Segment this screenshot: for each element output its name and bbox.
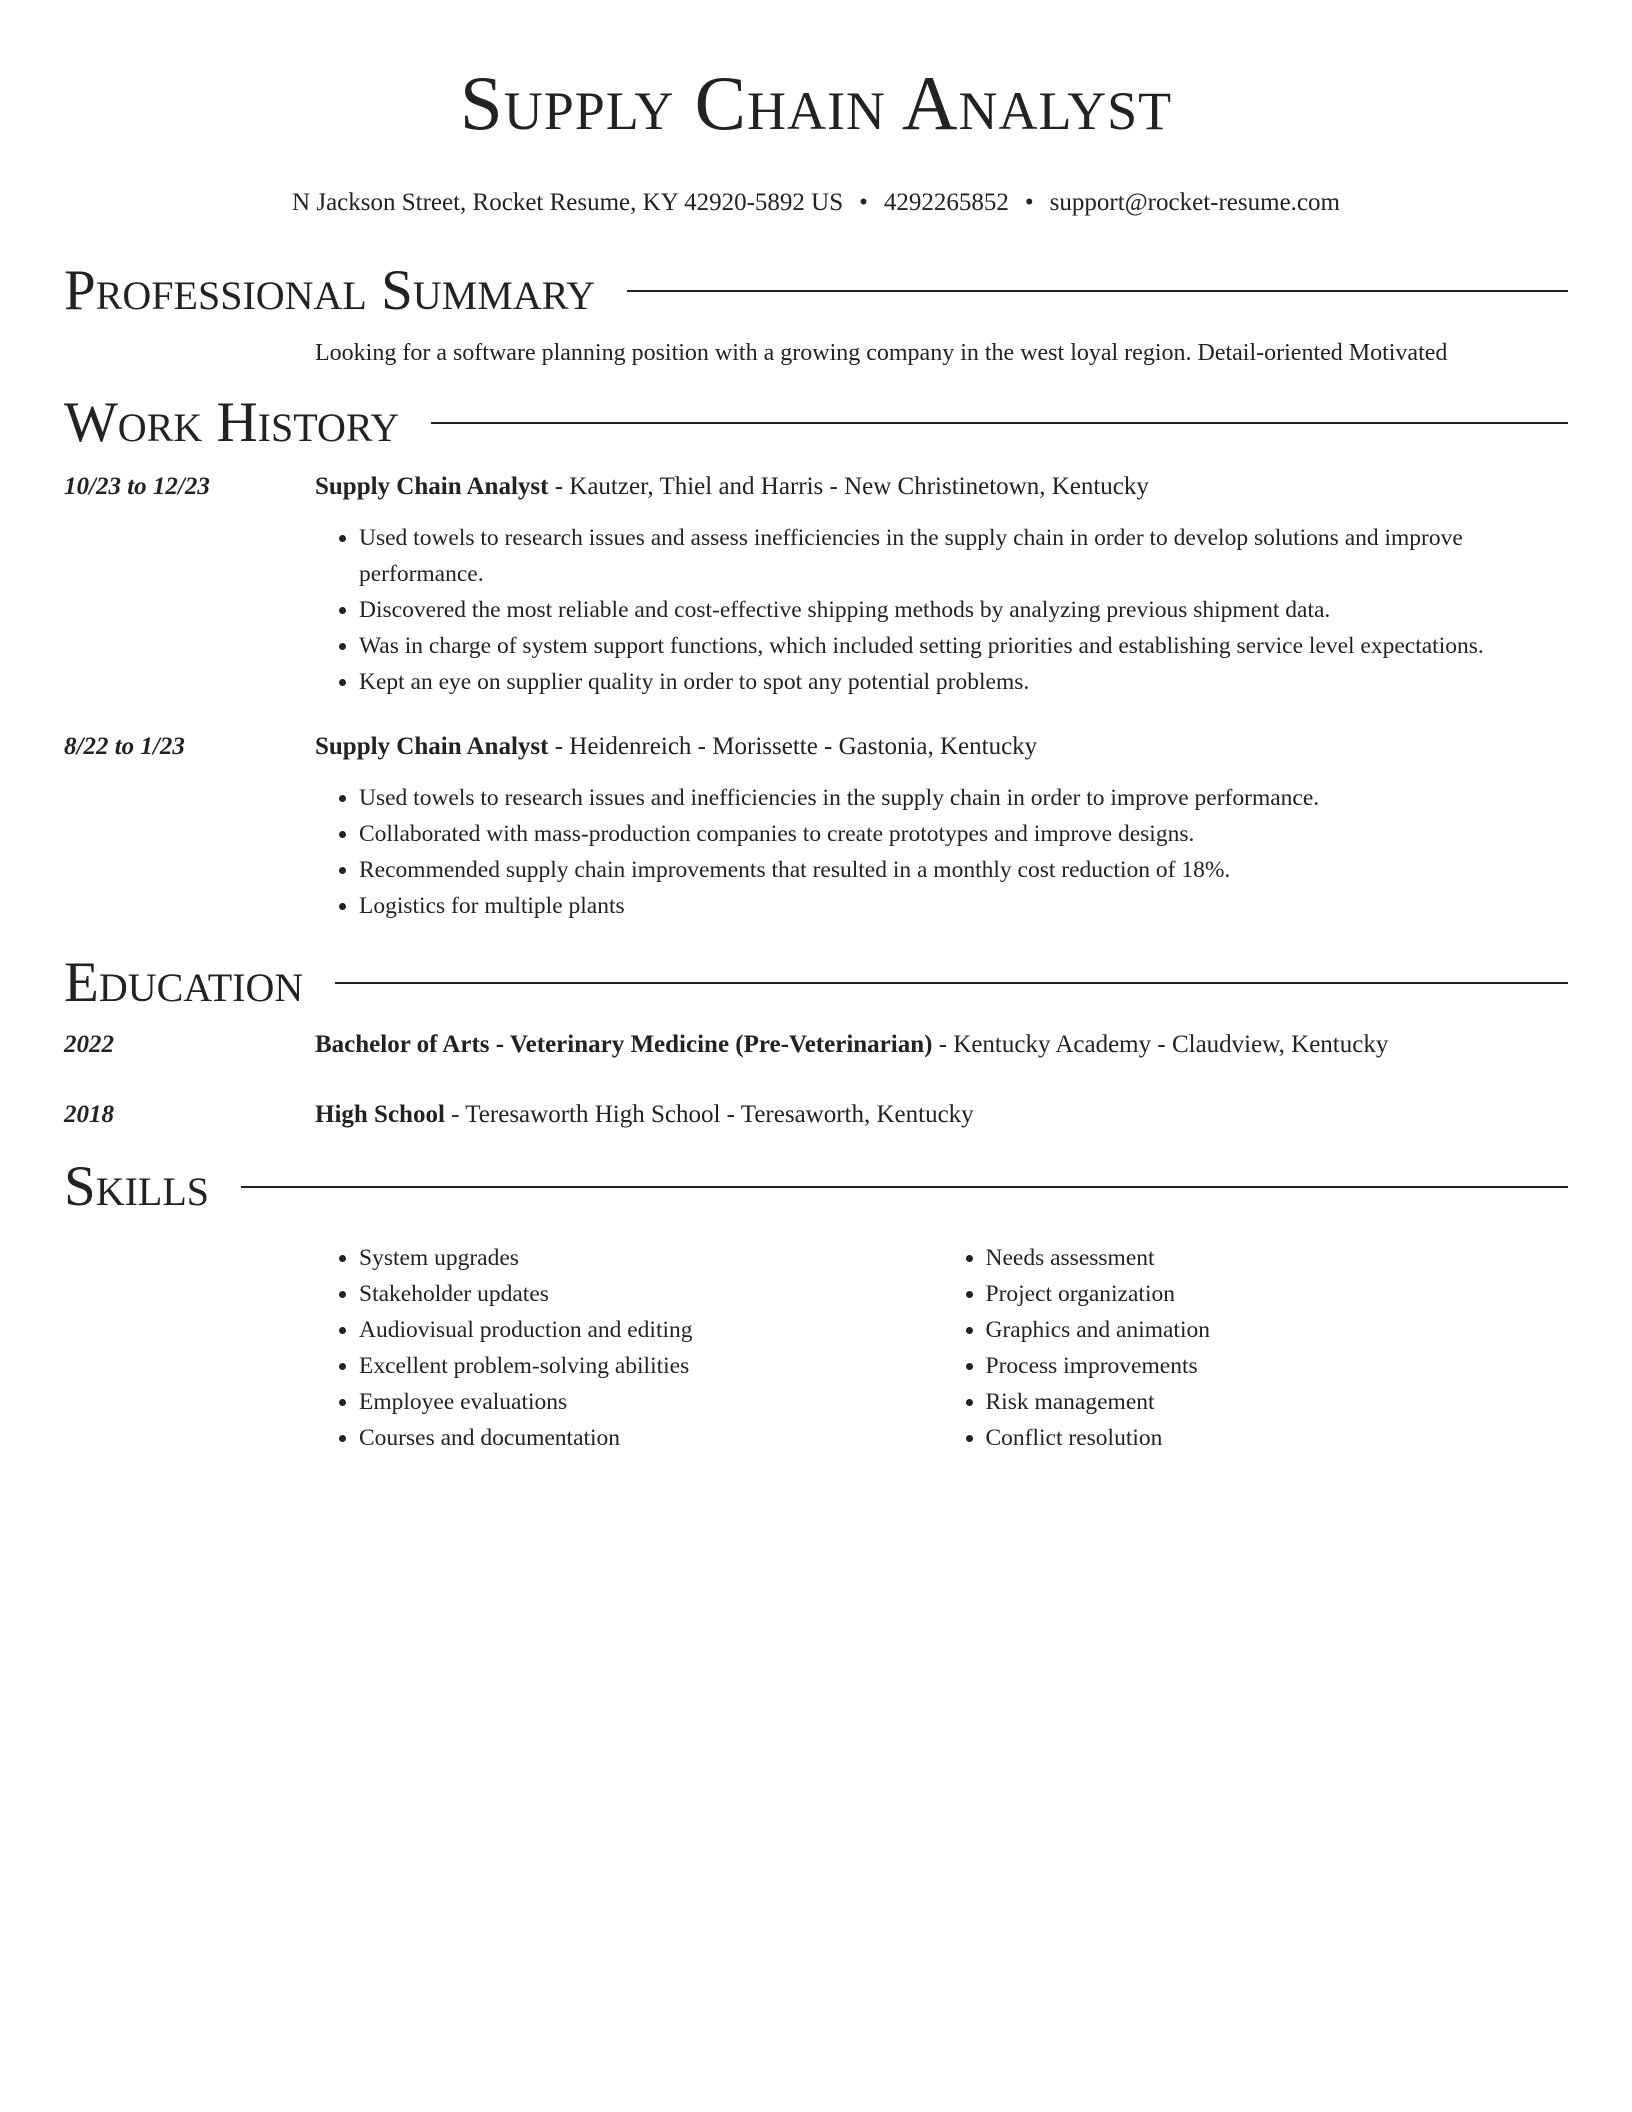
contact-separator: • [1024,189,1034,216]
job-bullets [315,780,1568,924]
skill-item: • Needs assessment [986,1240,1569,1276]
education-heading [315,1098,1568,1132]
skill-item: • System upgrades [359,1240,942,1276]
job-title: Supply Chain Analyst [315,733,549,760]
skill-item: • Risk management [986,1384,1569,1420]
education-year: 2018 [64,1101,114,1128]
contact-separator: • [859,189,868,216]
job-dates: 8/22 to 1/23 [64,733,185,760]
skill-item: • Graphics and animation [986,1312,1569,1348]
skill-item: • Project organization [986,1276,1569,1312]
skill-item: • Process improvements [986,1348,1569,1384]
job-bullet: • Discovered the most reliable and cost-effective shipping methods by analyzing previous shipment data. [359,592,1568,628]
job-heading [315,730,1568,764]
education-year: 2022 [64,1031,114,1058]
education-details: - Teresaworth High School - Teresaworth, Kentucky [444,1101,974,1128]
resume-title: Supply Chain Analyst [459,60,1173,146]
section-title-education: Education [64,951,304,1014]
section-divider [627,290,1568,292]
contact-line [64,188,1568,218]
section-divider [431,422,1568,424]
job-bullet: • Collaborated with mass-production companies to create prototypes and improve designs. [359,816,1568,852]
job-details: - Kautzer, Thiel and Harris - New Christinetown, Kentucky [548,473,1149,500]
contact-email: support@rocket-resume.com [1049,189,1340,216]
skill-item: • Stakeholder updates [359,1276,942,1312]
job-bullet: • Logistics for multiple plants [359,888,1568,924]
skill-item: • Audiovisual production and editing [359,1312,942,1348]
job-entry [64,470,1568,700]
education-entry [64,1028,1568,1062]
education-details: - Kentucky Academy - Claudview, Kentucky [932,1031,1389,1058]
job-title: Supply Chain Analyst [315,473,549,500]
job-dates: 10/23 to 12/23 [64,473,210,500]
skill-item: • Excellent problem-solving abilities [359,1348,942,1384]
job-bullets [315,520,1568,700]
section-title-skills: Skills [64,1155,210,1218]
job-bullet: • Kept an eye on supplier quality in order to spot any potential problems. [359,664,1568,700]
job-bullet: • Used towels to research issues and inefficiencies in the supply chain in order to improve performance. [359,780,1568,816]
skill-item: • Courses and documentation [359,1420,942,1456]
section-divider [335,982,1568,984]
section-header-skills [64,1154,1568,1220]
job-body [315,470,1568,700]
job-entry [64,730,1568,924]
contact-address: N Jackson Street, Rocket Resume, KY 42920-5892 US [292,189,844,216]
job-details: - Heidenreich - Morissette - Gastonia, Kentucky [548,733,1038,760]
section-title-work: Work History [64,391,400,454]
contact-phone: 4292265852 [883,189,1009,216]
job-heading [315,470,1568,504]
skills-column-2 [942,1240,1569,1456]
job-bullet: • Recommended supply chain improvements that resulted in a monthly cost reduction of 18%. [359,852,1568,888]
section-header-work [64,390,1568,456]
skill-item: • Employee evaluations [359,1384,942,1420]
job-bullet: • Used towels to research issues and assess inefficiencies in the supply chain in order to develop solutions and improve performance. [359,520,1568,592]
resume-page [64,0,1568,1456]
section-header-education [64,950,1568,1016]
skill-item: • Conflict resolution [986,1420,1569,1456]
job-body [315,730,1568,924]
education-entry [64,1098,1568,1132]
section-title-summary: Professional Summary [64,259,596,322]
job-bullet: • Was in charge of system support functions, which included setting priorities and establishing service level expectations. [359,628,1568,664]
education-degree: High School [315,1101,445,1128]
section-divider [241,1186,1568,1188]
summary-text: Looking for a software planning position with a growing company in the west loyal region. Detail-oriented Motivated [315,340,1448,366]
education-heading [315,1028,1568,1062]
education-degree: Bachelor of Arts - Veterinary Medicine (Pre-Veterinarian) [315,1031,933,1058]
section-header-summary [64,258,1568,324]
skills-column-1 [315,1240,942,1456]
skills-columns [315,1240,1568,1456]
